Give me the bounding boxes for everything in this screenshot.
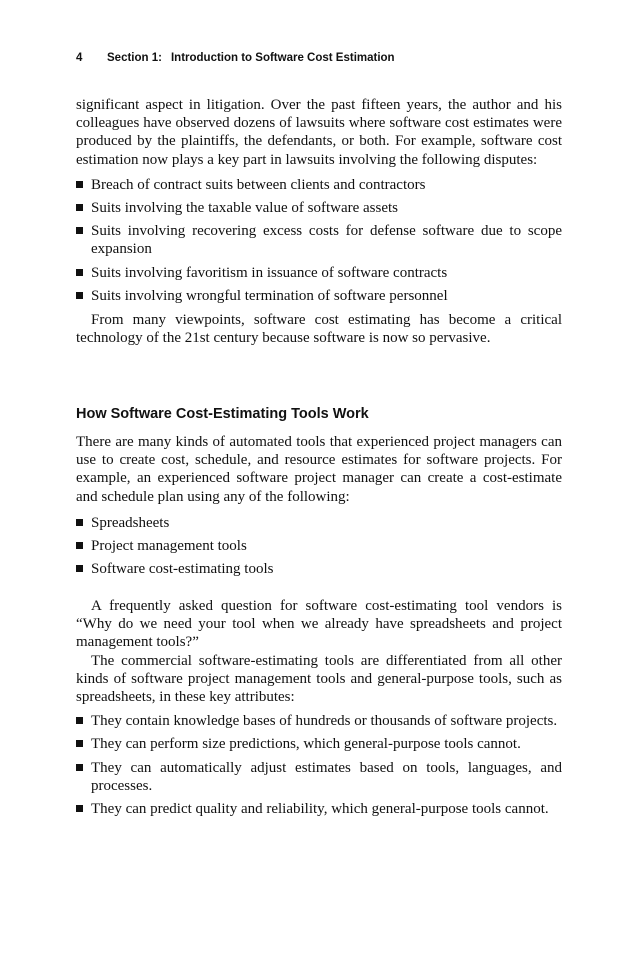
square-bullet-icon <box>76 519 83 526</box>
list-item: Breach of contract suits between clients and contractors <box>76 176 562 194</box>
faq-paragraph: A frequently asked question for software cost-estimating tool vendors is “Why do we need your tool when we already have spreadsheets and project management tools?” <box>76 598 562 651</box>
square-bullet-icon <box>76 565 83 572</box>
list-item: Suits involving wrongful termination of software personnel <box>76 287 562 305</box>
dispute-list <box>76 176 562 305</box>
square-bullet-icon <box>76 269 83 276</box>
chapter-title: Introduction to Software Cost Estimation <box>170 52 395 64</box>
square-bullet-icon <box>76 181 83 188</box>
square-bullet-icon <box>76 542 83 549</box>
list-item: They can predict quality and reliability, which general-purpose tools cannot. <box>76 800 562 818</box>
square-bullet-icon <box>76 764 83 771</box>
tools-paragraph: There are many kinds of automated tools that experienced project managers can use to create cost, schedule, and resource estimates for software projects. For example, an experienced software project manager can create a cost-estimate and schedule plan using any of the following: <box>76 434 562 505</box>
attributes-block <box>76 597 562 818</box>
attribute-list <box>76 712 562 818</box>
square-bullet-icon <box>76 292 83 299</box>
square-bullet-icon <box>76 717 83 724</box>
litigation-block <box>76 96 562 347</box>
list-item: They can automatically adjust estimates based on tools, languages, and processes. <box>76 759 562 795</box>
page-number: 4 <box>76 52 83 64</box>
list-item: They contain knowledge bases of hundreds or thousands of software projects. <box>76 712 562 730</box>
list-item: They can perform size predictions, which general-purpose tools cannot. <box>76 735 562 753</box>
section-label: Section 1: <box>107 52 162 64</box>
square-bullet-icon <box>76 204 83 211</box>
list-item: Project management tools <box>76 537 562 555</box>
section-heading: How Software Cost-Estimating Tools Work <box>76 406 369 422</box>
list-item: Suits involving the taxable value of software assets <box>76 199 562 217</box>
litigation-paragraph: significant aspect in litigation. Over the past fifteen years, the author and his colleagues have observed dozens of lawsuits where software cost estimates were produced by the plaintiffs, the defendants, or both. For example, software cost estimation now plays a key part in lawsuits involving the following disputes: <box>76 97 562 168</box>
tools-block <box>76 433 562 578</box>
pervasive-paragraph: From many viewpoints, software cost estimating has become a critical technology of the 21st century because software is now so pervasive. <box>76 312 562 347</box>
list-item: Suits involving favoritism in issuance of software contracts <box>76 264 562 282</box>
square-bullet-icon <box>76 805 83 812</box>
differentiation-paragraph: The commercial software-estimating tools are differentiated from all other kinds of software project management tools and general-purpose tools, such as spreadsheets, in these key attributes: <box>76 652 562 706</box>
square-bullet-icon <box>76 740 83 747</box>
tool-list <box>76 514 562 579</box>
square-bullet-icon <box>76 227 83 234</box>
list-item: Software cost-estimating tools <box>76 560 562 578</box>
running-head <box>76 52 562 64</box>
list-item: Spreadsheets <box>76 514 562 532</box>
list-item: Suits involving recovering excess costs for defense software due to scope expansion <box>76 222 562 258</box>
